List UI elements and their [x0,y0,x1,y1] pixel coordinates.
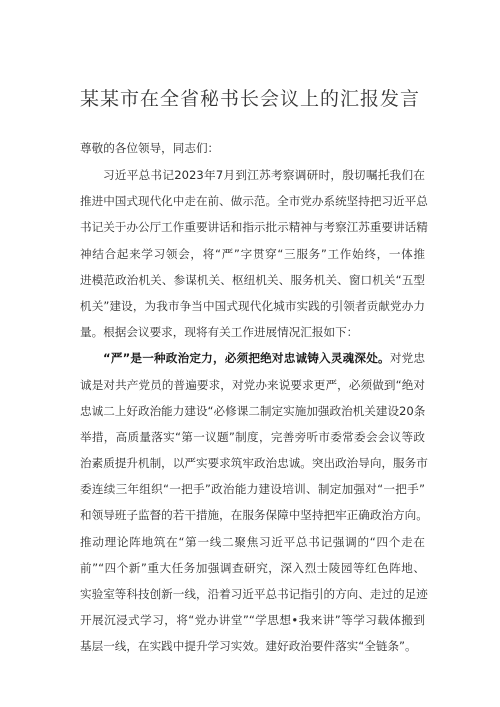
paragraph-1-line-1: 习近平总书记2023年7月到江苏考察调研时，殷切嘱托我们在 [103,168,425,182]
document-body [80,162,428,660]
paragraph-1-line-2: 推进中国式现代化中走在前、做示范。全市党办系统坚持把习近平总 [80,194,428,209]
paragraph-2-line-2: 诚是对共产党员的普遍要求，对党办来说要求更严，必须做到“绝对 [80,377,425,392]
paragraph-2-line-9: 前”“四个新”重大任务加强调查研究，深入烈士陵园等红色阵地、 [80,560,425,575]
salutation: 尊敬的各位领导，同志们： [80,141,220,155]
paragraph-1-line-6: 机关”建设，为我市争当中国式现代化城市实践的引领者贡献党办力 [80,298,425,313]
paragraph-1-line-5: 进模范政治机关、参谋机关、枢纽机关、服务机关、窗口机关“五型 [80,272,425,287]
paragraph-2-heading: “严”是一种政治定力，必须把绝对忠诚铸入灵魂深处。 [103,351,390,366]
paragraph-2-line-4: 举措，高质量落实“第一议题”制度，完善旁听市委常委会会议等政 [80,429,425,444]
paragraph-2-line-5: 治素质提升机制，以严实要求筑牢政治忠诚。突出政治导向，服务市 [80,456,428,471]
paragraph-2-line-8: 推动理论阵地筑在“第一线二聚焦习近平总书记强调的“四个走在 [80,534,425,549]
paragraph-2-line-1-rest: 对党忠 [389,351,425,366]
paragraph-2-line-12: 基层一线，在实践中提升学习实效。建好政治要件落实“全链条”。 [80,639,417,654]
paragraph-2-line-10: 实验室等科技创新一线，沿着习近平总书记指引的方向、走过的足迹 [80,587,428,601]
paragraph-1-line-3: 书记关于办公厅工作重要讲话和指示批示精神与考察江苏重要讲话精 [80,220,428,235]
document-title: 某某市在全省秘书长会议上的汇报发言 [79,88,420,110]
paragraph-2-line-6: 委连续三年组织“一把手”政治能力建设培训、制定加强对“一把手” [80,482,425,497]
paragraph-1-line-4: 神结合起来学习领会，将“严”字贯穿“三服务”工作始终，一体推 [80,246,425,261]
paragraph-2-line-3: 忠诚二上好政治能力建设“必修课二制定实施加强政治机关建设20条 [80,403,426,418]
paragraph-2-line-1 [80,345,425,371]
paragraph-2-line-11: 开展沉浸式学习，将“党办讲堂”“学思想•我来讲”等学习载体搬到 [80,613,425,628]
paragraph-2-line-7: 和领导班子监督的若干措施，在服务保障中坚持把牢正确政治方向。 [80,508,428,523]
paragraph-1-line-7: 量。根据会议要求，现将有关工作进展情况汇报如下： [80,325,359,340]
